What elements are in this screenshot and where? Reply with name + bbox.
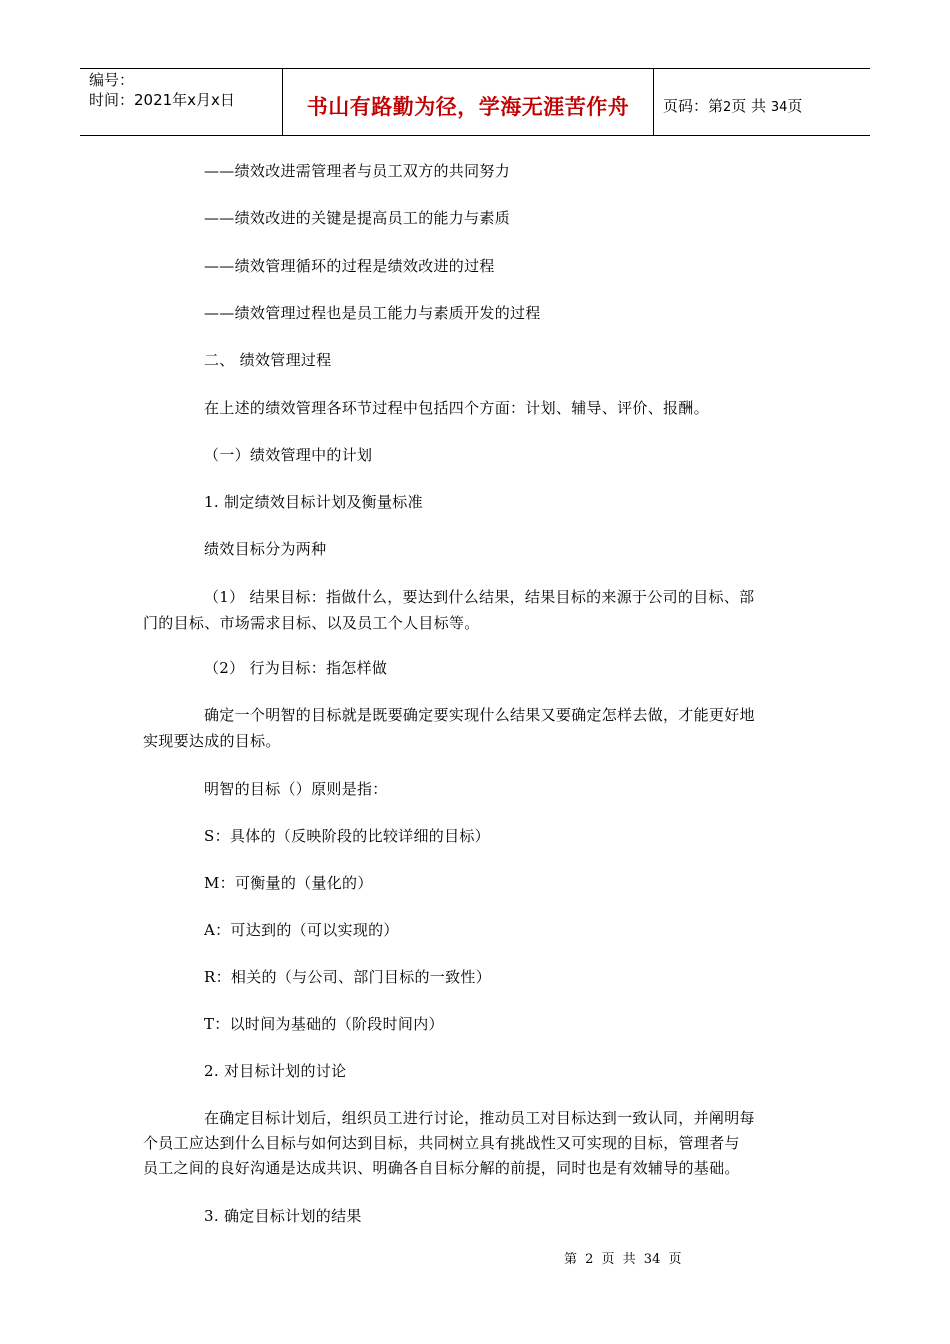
body-line: 员工之间的良好沟通是达成共识、明确各自目标分解的前提，同时也是有效辅导的基础。 <box>143 1159 740 1177</box>
smart-item: A：可达到的（可以实现的） <box>204 921 399 939</box>
body-line: （2） 行为目标：指怎样做 <box>204 659 388 677</box>
serial-number-label: 编号： <box>89 71 135 89</box>
header-info-cell <box>80 69 282 135</box>
body-line: 实现要达成的目标。 <box>143 732 281 750</box>
body-line: ——绩效管理循环的过程是绩效改进的过程 <box>204 257 495 275</box>
section-heading: 二、 绩效管理过程 <box>204 351 332 369</box>
body-line: 在上述的绩效管理各环节过程中包括四个方面：计划、辅导、评价、报酬。 <box>204 399 709 417</box>
smart-item: T：以时间为基础的（阶段时间内） <box>204 1015 444 1033</box>
body-line: 明智的目标（）原则是指： <box>204 780 388 798</box>
page-mid: 页 共 <box>731 97 767 115</box>
page-header <box>80 68 870 136</box>
motto-text: 书山有路勤为径，学海无涯苦作舟 <box>306 95 630 119</box>
body-line: 个员工应达到什么目标与如何达到目标，共同树立具有挑战性又可实现的目标，管理者与 <box>143 1134 740 1152</box>
date-label: 时间：2021年x月x日 <box>89 91 235 109</box>
body-line: 在确定目标计划后，组织员工进行讨论，推动员工对目标达到一致认同，并阐明每 <box>204 1109 755 1127</box>
header-motto-cell <box>282 69 654 135</box>
body-line: 确定一个明智的目标就是既要确定要实现什么结果又要确定怎样去做，才能更好地 <box>204 706 755 724</box>
page-footer: 第 2 页 共 34 页 <box>564 1252 682 1267</box>
page-prefix: 页码：第 <box>663 97 724 115</box>
body-line: （1） 结果目标：指做什么，要达到什么结果，结果目标的来源于公司的目标、部 <box>204 588 755 606</box>
numbered-heading: 3. 确定目标计划的结果 <box>204 1207 362 1225</box>
page-current: 2 <box>723 100 732 115</box>
header-page-number <box>663 95 802 116</box>
body-line: ——绩效管理过程也是员工能力与素质开发的过程 <box>204 304 541 322</box>
smart-item: S：具体的（反映阶段的比较详细的目标） <box>204 827 490 845</box>
smart-item: R：相关的（与公司、部门目标的一致性） <box>204 968 491 986</box>
numbered-heading: 1. 制定绩效目标计划及衡量标准 <box>204 493 423 511</box>
body-line: ——绩效改进的关键是提高员工的能力与素质 <box>204 209 511 227</box>
smart-item: M：可衡量的（量化的） <box>204 874 373 892</box>
header-page-cell <box>654 69 870 135</box>
body-line: 绩效目标分为两种 <box>204 540 327 558</box>
page-total: 34 <box>770 100 788 115</box>
numbered-heading: 2. 对目标计划的讨论 <box>204 1062 347 1080</box>
page-suffix: 页 <box>787 97 803 115</box>
body-line: 门的目标、市场需求目标、以及员工个人目标等。 <box>143 614 480 632</box>
body-line: ——绩效改进需管理者与员工双方的共同努力 <box>204 162 511 180</box>
subsection-heading: （一）绩效管理中的计划 <box>204 446 373 464</box>
